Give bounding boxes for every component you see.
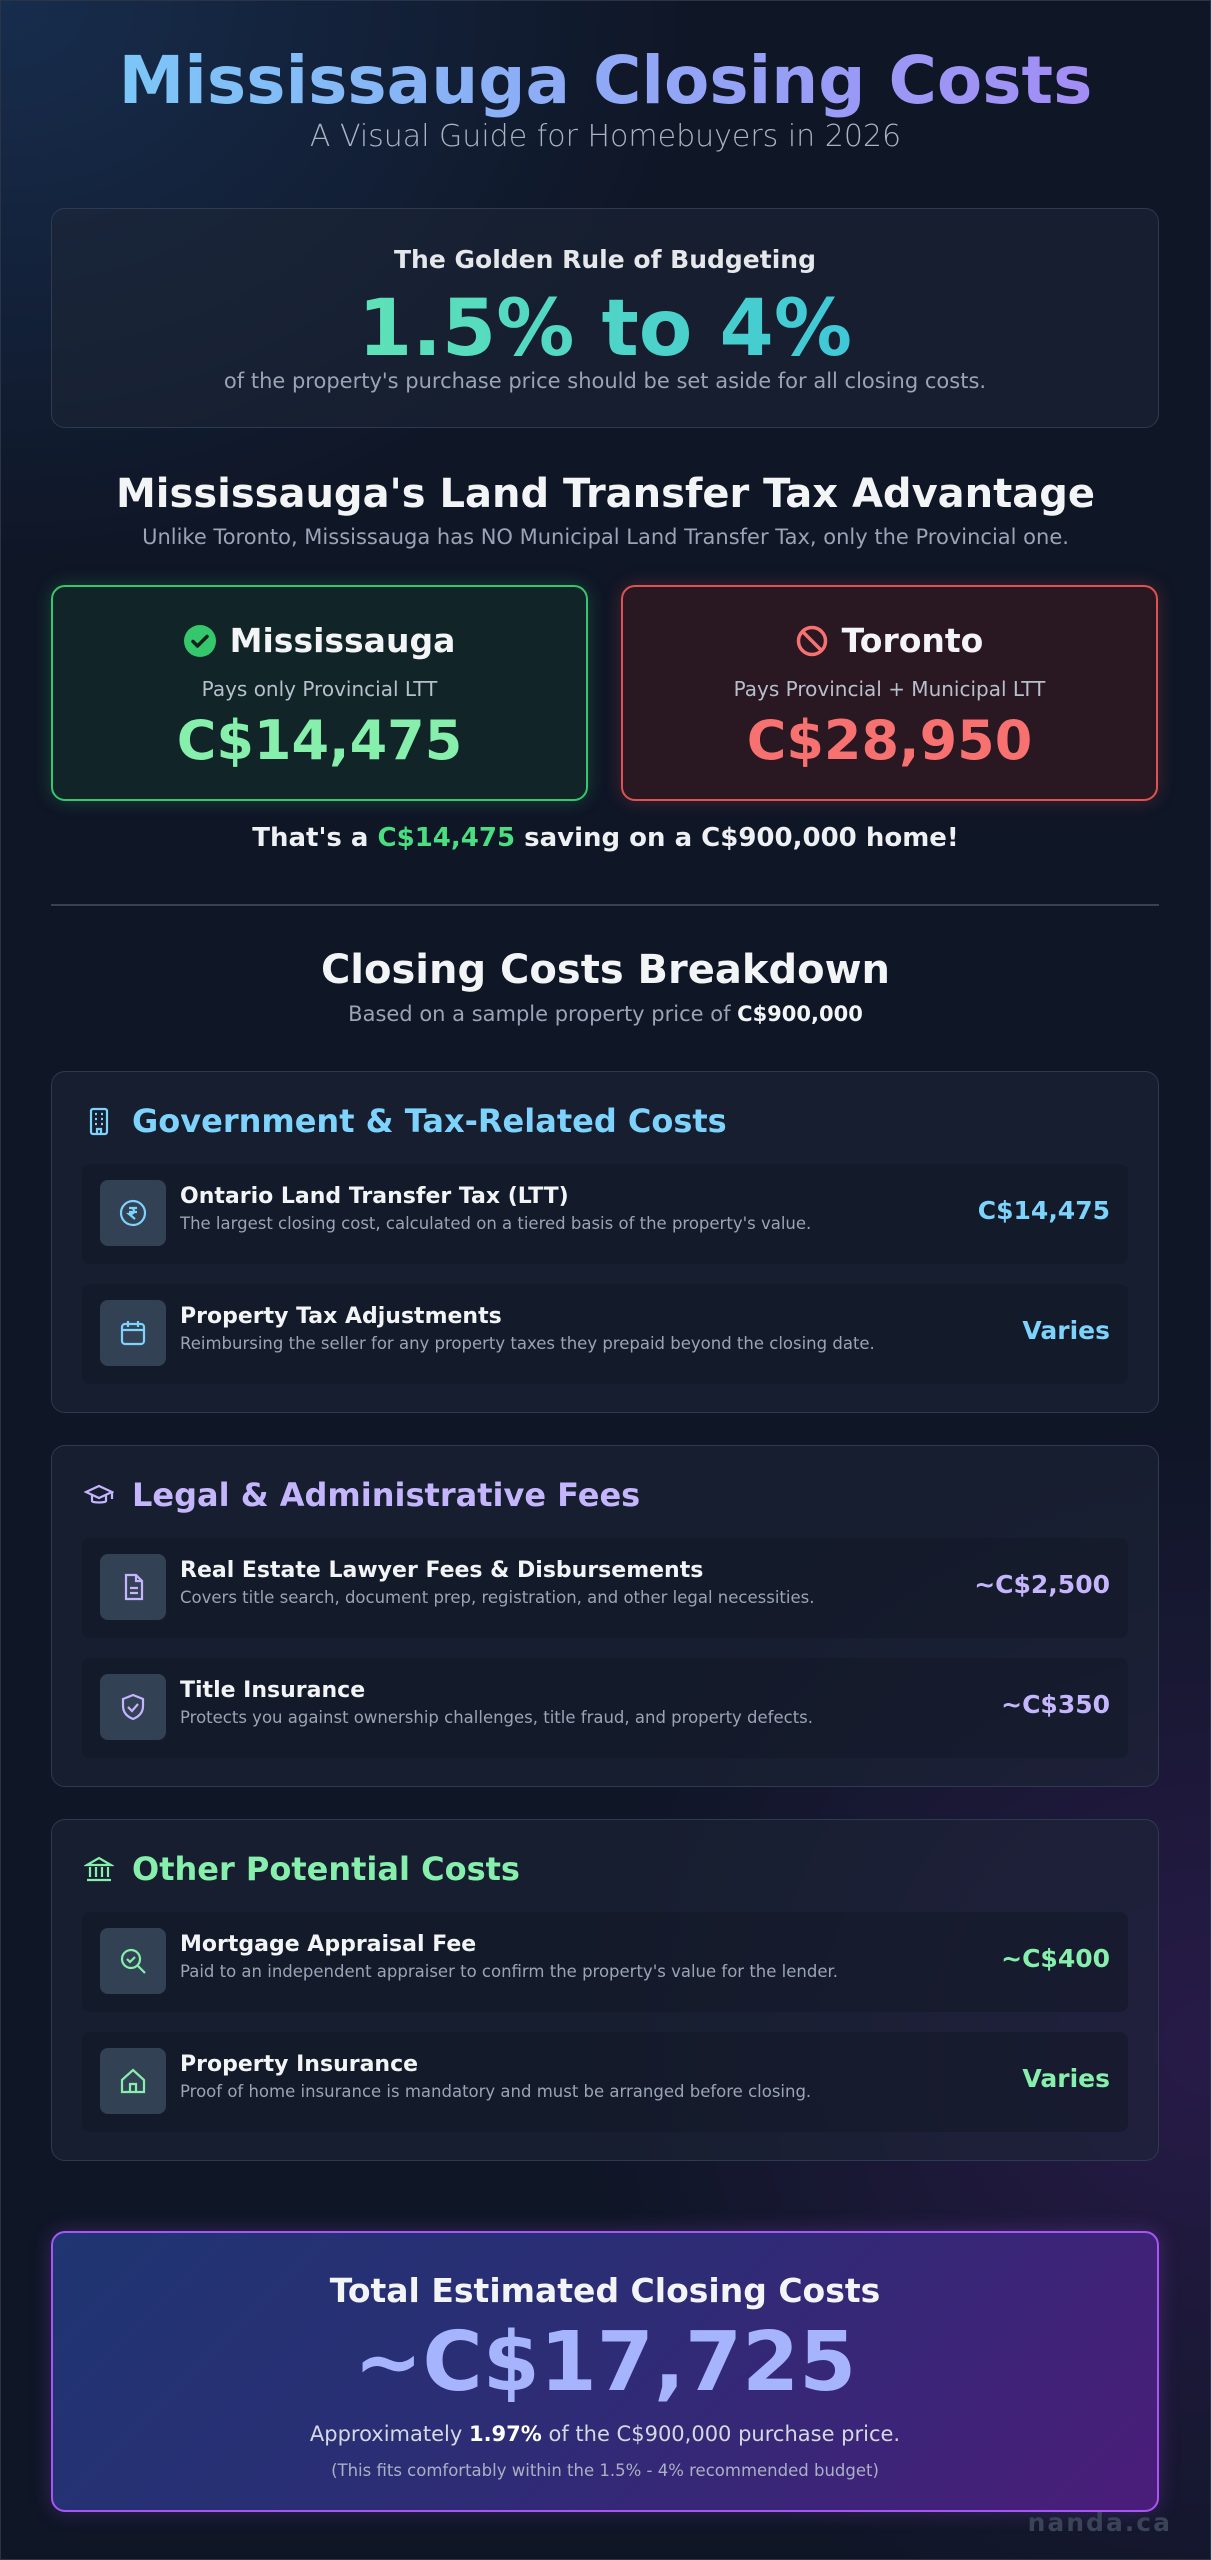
- item-desc: Protects you against ownership challenges, title fraud, and property defects.: [180, 1708, 814, 1727]
- category-title: Legal & Administrative Fees: [132, 1476, 641, 1514]
- item-desc: Covers title search, document prep, registration, and other legal necessities.: [180, 1588, 815, 1607]
- cost-item: [82, 1912, 1128, 2012]
- total-title: Total Estimated Closing Costs: [329, 2271, 881, 2310]
- mississauga-name: Mississauga: [53, 621, 586, 665]
- watermark: nanda.ca: [1027, 2508, 1172, 2537]
- item-value: ~C$2,500: [974, 1570, 1110, 1599]
- cost-item: [82, 1164, 1128, 1264]
- currency-icon: [100, 1180, 166, 1246]
- item-desc: The largest closing cost, calculated on a tiered basis of the property's value.: [180, 1214, 812, 1233]
- category-title: Government & Tax-Related Costs: [132, 1102, 727, 1140]
- item-value: C$14,475: [977, 1196, 1110, 1225]
- item-name: Property Insurance: [180, 2052, 419, 2077]
- item-value: ~C$350: [1001, 1690, 1110, 1719]
- category-legal: [51, 1445, 1159, 1787]
- total-description: Approximately 1.97% of the C$900,000 purchase price.: [309, 2422, 901, 2446]
- check-circle-icon: [184, 625, 216, 665]
- breakdown-subtitle: Based on a sample property price of C$900,000: [348, 1002, 863, 1026]
- ban-icon: [796, 625, 828, 665]
- saving-amount: C$14,475: [377, 823, 516, 853]
- toronto-desc: Pays Provincial + Municipal LTT: [733, 677, 1046, 701]
- page-title: Mississauga Closing Costs: [118, 42, 1093, 119]
- section-divider: [51, 904, 1159, 906]
- item-name: Property Tax Adjustments: [180, 1304, 502, 1329]
- toronto-value: C$28,950: [746, 709, 1033, 772]
- category-title: Other Potential Costs: [132, 1850, 520, 1888]
- toronto-card: [621, 585, 1158, 801]
- home-icon: [100, 2048, 166, 2114]
- mississauga-card: [51, 585, 588, 801]
- golden-rule-card: [51, 208, 1159, 428]
- item-name: Title Insurance: [180, 1678, 366, 1703]
- item-desc: Paid to an independent appraiser to confirm the property's value for the lender.: [180, 1962, 838, 1981]
- breakdown-title: Closing Costs Breakdown: [320, 947, 891, 993]
- item-desc: Reimbursing the seller for any property taxes they prepaid beyond the closing date.: [180, 1334, 875, 1353]
- cost-item: [82, 1284, 1128, 1384]
- category-other: [51, 1819, 1159, 2161]
- golden-rule-description: of the property's purchase price should be set aside for all closing costs.: [223, 369, 987, 393]
- document-icon: [100, 1554, 166, 1620]
- calendar-icon: [100, 1300, 166, 1366]
- mississauga-value: C$14,475: [176, 709, 463, 772]
- ltt-title: Mississauga's Land Transfer Tax Advantage: [116, 471, 1095, 517]
- item-desc: Proof of home insurance is mandatory and must be arranged before closing.: [180, 2082, 812, 2101]
- total-card: [51, 2231, 1159, 2512]
- building-icon: [84, 1106, 114, 1136]
- category-government: [51, 1071, 1159, 1413]
- golden-rule-value: 1.5% to 4%: [358, 284, 852, 374]
- shield-check-icon: [100, 1674, 166, 1740]
- total-value: ~C$17,725: [353, 2315, 857, 2410]
- search-icon: [100, 1928, 166, 1994]
- cost-item: [82, 1538, 1128, 1638]
- item-name: Ontario Land Transfer Tax (LTT): [180, 1184, 569, 1209]
- item-value: Varies: [1022, 1316, 1110, 1345]
- item-name: Real Estate Lawyer Fees & Disbursements: [180, 1558, 704, 1583]
- golden-rule-heading: The Golden Rule of Budgeting: [394, 245, 816, 274]
- graduation-cap-icon: [84, 1480, 114, 1510]
- item-name: Mortgage Appraisal Fee: [180, 1932, 477, 1957]
- cost-item: [82, 1658, 1128, 1758]
- total-note: (This fits comfortably within the 1.5% - 4% recommended budget): [331, 2461, 879, 2480]
- mississauga-desc: Pays only Provincial LTT: [201, 677, 438, 701]
- item-value: ~C$400: [1001, 1944, 1110, 1973]
- page-subtitle: A Visual Guide for Homebuyers in 2026: [309, 119, 902, 154]
- cost-item: [82, 2032, 1128, 2132]
- toronto-name: Toronto: [623, 621, 1156, 665]
- ltt-subtitle: Unlike Toronto, Mississauga has NO Municipal Land Transfer Tax, only the Provincial one.: [142, 525, 1069, 549]
- saving-statement: That's a C$14,475 saving on a C$900,000 home!: [252, 823, 959, 853]
- item-value: Varies: [1022, 2064, 1110, 2093]
- bank-icon: [84, 1854, 114, 1884]
